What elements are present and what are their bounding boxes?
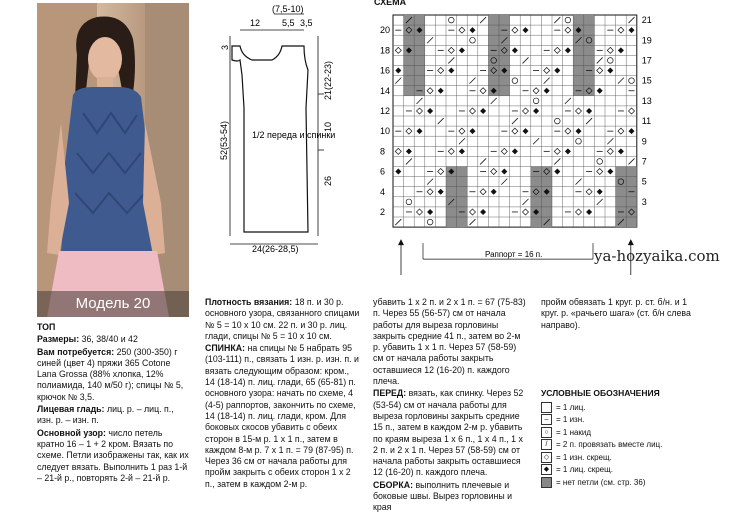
chart-cell-gray xyxy=(573,66,584,76)
chart-cell-gray xyxy=(488,76,499,86)
paragraph-heading: СБОРКА: xyxy=(373,479,414,490)
row-number: 14 xyxy=(380,85,391,96)
paragraph xyxy=(373,297,528,387)
chart-cell-gray xyxy=(573,45,584,55)
legend xyxy=(541,388,731,489)
paragraph xyxy=(37,404,192,427)
dim-left-3: 3 xyxy=(220,44,230,50)
chart-cell-gray xyxy=(414,15,425,25)
chart-cell-gray xyxy=(446,207,457,217)
diamond-icon: ◇ xyxy=(541,452,552,463)
dim-right-21: 21(22-23) xyxy=(323,60,333,100)
paragraph-text: убавить 1 x 2 п. и 2 x 1 п. = 67 (75-83) п. Через 55 (56-57) см от начала работы для выреза горловины закрыть средние 41 п., затем во 2-м р. убавить 1 x 1 п. Через 57 (58-59) см от начала работы закрыть оставшиеся 12 (16-20) п. каждого плеча. xyxy=(373,297,526,387)
paragraph-text: 36, 38/40 и 42 xyxy=(79,334,138,345)
row-number: 11 xyxy=(641,116,652,127)
row-number: 9 xyxy=(641,136,647,147)
chart-cell-gray xyxy=(457,187,468,197)
chart-cell-gray xyxy=(488,35,499,45)
paragraph-heading: ТОП xyxy=(37,322,56,332)
paragraph-heading: Основной узор: xyxy=(37,427,106,438)
chart-cell-gray xyxy=(499,55,510,65)
paragraph-text: 18 п. и 30 р. основного узора, связанного спицами № 5 = 10 x 10 см. 22 п. и 30 р. лиц. глади, спицы № 5 = 10 x 10 см. xyxy=(205,297,360,341)
chart-cell-gray xyxy=(404,25,415,35)
model-caption: Модель 20 xyxy=(37,291,189,317)
chart-cell-gray xyxy=(446,177,457,187)
chart-cell-gray xyxy=(584,15,595,25)
paragraph xyxy=(205,343,360,490)
text-column-2 xyxy=(205,297,360,491)
row-number: 18 xyxy=(380,45,391,56)
row-number: 19 xyxy=(641,35,652,46)
garment-pattern-diagram xyxy=(200,0,370,265)
paragraph xyxy=(373,388,528,478)
chart-cell-gray xyxy=(541,177,552,187)
chart-cell-gray xyxy=(404,55,415,65)
paragraph xyxy=(205,297,360,342)
dim-top-55: 5,5 xyxy=(282,18,295,28)
chart-cell-gray xyxy=(414,45,425,55)
row-number: 2 xyxy=(380,207,386,217)
paragraph-text: число петель кратно 16 – 1 + 2 кром. Вязать по схеме. Петли изображены так, как их следует вязать. Выполнить 1 раз 1-й – 21-й р., повторять 2-й – 21-й р. xyxy=(37,427,189,483)
chart-cell-gray xyxy=(414,76,425,86)
chart-cell-gray xyxy=(541,167,552,177)
row-number: 13 xyxy=(641,95,652,106)
dim-top-35: 3,5 xyxy=(300,18,313,28)
paragraph-heading: Лицевая гладь: xyxy=(37,404,105,415)
paragraph-text: на спицы № 5 набрать 95 (103-111) п., связать 1 изн. р. изн. п. и вязать следующим образом: кром., 14 (18-14) п. лиц. глади, 65 (65-81) п. основного узора: начать по схеме, 4 (4-5) раппортов, закончить по схеме, 14 (18-14) п. лиц. глади, кром. Для боковых скосов убавить с обеих сторон в 15-м р. 1 x 1 п., затем в каждом 8-м р. 7 x 1 п. = 79 (87-95) п. Через 36 см от начала работы для пройм закрыть с обеих сторон 1 x 2 п., затем в каждом 2-м р. xyxy=(205,343,359,489)
chart-cell-gray xyxy=(626,167,637,177)
row-number: 5 xyxy=(641,176,647,187)
chart-cell-gray xyxy=(488,55,499,65)
chart-cell-gray xyxy=(457,217,468,227)
chart-cell-gray xyxy=(404,35,415,45)
legend-item xyxy=(541,414,731,427)
chart-cell-gray xyxy=(488,25,499,35)
chart-cell-gray xyxy=(616,177,627,187)
legend-title: УСЛОВНЫЕ ОБОЗНАЧЕНИЯ xyxy=(541,388,660,398)
paragraph xyxy=(37,322,192,333)
chart-cell-gray xyxy=(446,217,457,227)
diamond-fill-icon: ◆ xyxy=(541,464,552,475)
chart-cell-gray xyxy=(457,197,468,207)
row-number: 15 xyxy=(641,75,652,86)
chart-cell-gray xyxy=(499,76,510,86)
row-number: 8 xyxy=(380,146,386,157)
legend-item xyxy=(541,439,731,452)
chart-cell-gray xyxy=(573,15,584,25)
blank-icon xyxy=(541,402,552,413)
dim-right-10: 10 xyxy=(323,121,333,132)
site-watermark: ya-hozyaika.com xyxy=(594,247,720,265)
row-number: 16 xyxy=(380,65,391,76)
text-column-4 xyxy=(541,297,701,332)
chart-cell-gray xyxy=(573,55,584,65)
dim-top-12: 12 xyxy=(250,18,261,28)
chart-cell-gray xyxy=(584,45,595,55)
dim-top-range: (7,5-10) xyxy=(272,4,304,14)
paragraph-text: лиц. р. – лиц. п., изн. р. – изн. п. xyxy=(37,404,174,426)
chart-cell-gray xyxy=(499,86,510,96)
legend-item xyxy=(541,464,731,477)
dim-bottom: 24(26-28,5) xyxy=(252,244,299,254)
legend-text: = 1 лиц. скрещ. xyxy=(556,465,613,475)
chart-cell-gray xyxy=(573,76,584,86)
row-number: 10 xyxy=(380,126,391,137)
knitting-chart xyxy=(368,5,668,275)
chart-cell-gray xyxy=(404,76,415,86)
chart-cell-gray xyxy=(414,55,425,65)
paragraph-text: пройм обвязать 1 круг. р. ст. б/н. и 1 круг. р. «рачьего шага» (ст. б/н слева направо). xyxy=(541,297,691,330)
chart-cell-gray xyxy=(531,197,542,207)
chart-cell-gray xyxy=(626,207,637,217)
dim-right-26: 26 xyxy=(323,175,333,186)
chart-cell-gray xyxy=(626,197,637,207)
dim-left-total: 52(53-54) xyxy=(219,120,229,160)
paragraph-heading: ПЕРЕД: xyxy=(373,388,407,399)
row-number: 7 xyxy=(641,156,647,167)
pattern-label: 1/2 переда и спинки xyxy=(252,130,336,140)
chart-cell-gray xyxy=(531,187,542,197)
slash-icon: / xyxy=(541,439,552,450)
chart-cell-gray xyxy=(616,167,627,177)
chart-cell-gray xyxy=(531,217,542,227)
chart-cell-gray xyxy=(541,207,552,217)
chart-cell-gray xyxy=(446,187,457,197)
chart-cell-gray xyxy=(584,76,595,86)
chart-cell-gray xyxy=(584,86,595,96)
chart-cell-gray xyxy=(457,177,468,187)
chart-cell-gray xyxy=(626,177,637,187)
chart-cell-gray xyxy=(584,55,595,65)
chart-cell-gray xyxy=(488,15,499,25)
chart-cell-gray xyxy=(414,35,425,45)
model-illustration xyxy=(37,3,189,317)
paragraph xyxy=(37,334,192,345)
chart-cell-gray xyxy=(616,187,627,197)
chart-cell-gray xyxy=(616,197,627,207)
row-number: 17 xyxy=(641,55,652,66)
paragraph-heading: СПИНКА: xyxy=(205,343,246,354)
paragraph xyxy=(37,428,192,484)
paragraph-heading: Размеры: xyxy=(37,334,80,345)
chart-cell-gray xyxy=(584,25,595,35)
legend-item xyxy=(541,476,731,489)
gray-icon xyxy=(541,477,552,488)
chart-cell-gray xyxy=(499,15,510,25)
paragraph-text: вязать, как спинку. Через 52 (53-54) см от начала работы для выреза горловины закрыть средние 15 п., затем в каждом 2-м р. убавить по краям выреза 1 x 6 п., 1 x 4 п., 1 x 2 п. и 2 x 1 п. Через 57 (58-59) см от начала работы закрыть оставшиеся 12 (16-20) п. каждого плеча. xyxy=(373,388,524,478)
chart-cell-gray xyxy=(457,167,468,177)
chart-cell-gray xyxy=(414,66,425,76)
rapport-label: Раппорт = 16 п. xyxy=(485,250,543,260)
legend-text: = 1 изн. скрещ. xyxy=(556,452,612,462)
paragraph-heading: Вам потребуется: xyxy=(37,346,115,357)
text-column-3 xyxy=(373,297,528,515)
legend-text: = 1 лиц. xyxy=(556,402,586,412)
chart-title: СХЕМА xyxy=(374,0,407,7)
chart-cell-gray xyxy=(531,177,542,187)
model-photo xyxy=(37,3,189,317)
row-number: 4 xyxy=(380,186,386,197)
legend-text: = 2 п. провязать вместе лиц. xyxy=(556,440,663,450)
row-number: 3 xyxy=(641,196,647,207)
row-number: 20 xyxy=(380,25,391,36)
chart-cell-gray xyxy=(404,66,415,76)
row-number: 6 xyxy=(380,166,386,177)
chart-cell-gray xyxy=(404,86,415,96)
circle-icon: ○ xyxy=(541,427,552,438)
legend-item xyxy=(541,451,731,464)
chart-cell-gray xyxy=(488,66,499,76)
paragraph-heading: Плотность вязания: xyxy=(205,297,293,307)
dash-icon: – xyxy=(541,414,552,425)
row-number: 21 xyxy=(641,15,652,26)
legend-text: = 1 изн. xyxy=(556,415,585,425)
legend-text: = нет петли (см. стр. 36) xyxy=(556,477,646,487)
paragraph-text: выполнить плечевые и боковые швы. Вырез горловины и края xyxy=(373,479,513,513)
chart-cell-gray xyxy=(499,45,510,55)
paragraph xyxy=(541,297,701,331)
legend-text: = 1 накид xyxy=(556,427,592,437)
chart-cell-gray xyxy=(626,217,637,227)
legend-item xyxy=(541,401,731,414)
text-column-1 xyxy=(37,322,192,485)
paragraph xyxy=(373,480,528,514)
paragraph-text: 250 (300-350) г синей (цвет 4) пряжи 365 Cotone Lana Grossa (88% хлопка, 12% полиамида, 140 м/50 г); спицы № 5, крючок № 3,5. xyxy=(37,346,184,402)
paragraph xyxy=(37,347,192,403)
chart-cell-gray xyxy=(584,35,595,45)
legend-item xyxy=(541,426,731,439)
row-number: 12 xyxy=(380,106,391,116)
chart-cell-gray xyxy=(541,197,552,207)
